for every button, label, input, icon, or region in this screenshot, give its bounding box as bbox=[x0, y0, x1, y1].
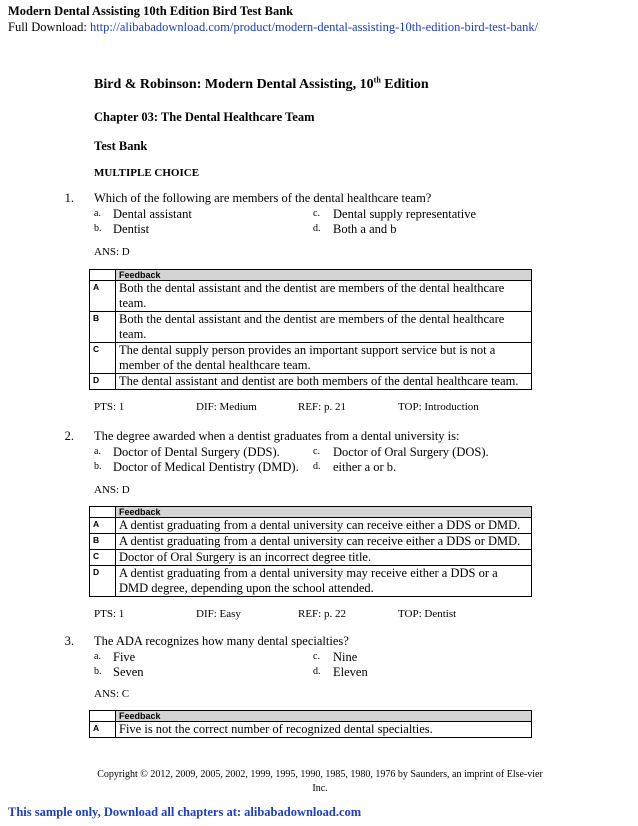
option-text: Doctor of Oral Surgery (DOS). bbox=[333, 445, 489, 459]
topic-label: TOP: Dentist bbox=[398, 608, 457, 620]
chapter-heading: Chapter 03: The Dental Healthcare Team bbox=[94, 110, 315, 124]
option-text: Dentist bbox=[113, 222, 150, 236]
option-letter: b. bbox=[94, 461, 102, 472]
feedback-text: The dental assistant and dentist are both members of the dental healthcare team. bbox=[116, 374, 532, 390]
option-text: either a or b. bbox=[333, 460, 397, 474]
download-link[interactable]: http://alibabadownload.com/product/modern-dental-assisting-10th-edition-bird-test-bank/ bbox=[89, 20, 539, 34]
option-text: Doctor of Dental Surgery (DDS). bbox=[113, 445, 280, 459]
feedback-text: Doctor of Oral Surgery is an incorrect degree title. bbox=[116, 550, 532, 566]
copyright-notice: Copyright © 2012, 2009, 2005, 2002, 1999, 1995, 1990, 1985, 1980, 1976 by Saunders, an imprint of Else-vier Inc. bbox=[97, 769, 543, 794]
feedback-row bbox=[90, 722, 532, 738]
option-letter: c. bbox=[313, 651, 320, 662]
question-number: 1. bbox=[64, 191, 74, 205]
option-text: Doctor of Medical Dentistry (DMD). bbox=[113, 460, 299, 474]
difficulty-label: DIF: Medium bbox=[196, 401, 257, 413]
difficulty-label: DIF: Easy bbox=[196, 608, 241, 620]
question-number: 3. bbox=[64, 634, 74, 648]
feedback-letter: B bbox=[90, 534, 116, 550]
feedback-row bbox=[90, 374, 532, 390]
feedback-text: A dentist graduating from a dental university may receive either a DDS or a DMD degree, depending upon the school attended. bbox=[116, 566, 532, 597]
option-letter: b. bbox=[94, 666, 102, 677]
option-letter: b. bbox=[94, 223, 102, 234]
feedback-text: The dental supply person provides an important support service but is not a member of the dental healthcare team. bbox=[116, 343, 532, 374]
feedback-table bbox=[89, 710, 532, 738]
question-text: The ADA recognizes how many dental specialties? bbox=[94, 634, 349, 648]
option-letter: d. bbox=[313, 666, 321, 677]
option-text: Five bbox=[113, 650, 136, 664]
download-line bbox=[8, 20, 538, 35]
feedback-text: A dentist graduating from a dental university can receive either a DDS or DMD. bbox=[116, 534, 532, 550]
feedback-letter: C bbox=[90, 343, 116, 374]
reference-label: REF: p. 22 bbox=[298, 608, 346, 620]
feedback-letter: A bbox=[90, 281, 116, 312]
feedback-row bbox=[90, 518, 532, 534]
option-text: Both a and b bbox=[333, 222, 397, 236]
question-text: Which of the following are members of the dental healthcare team? bbox=[94, 191, 432, 205]
feedback-row bbox=[90, 534, 532, 550]
question-text: The degree awarded when a dentist graduates from a dental university is: bbox=[94, 429, 460, 443]
option-text: Nine bbox=[333, 650, 358, 664]
header-title: Modern Dental Assisting 10th Edition Bird Test Bank bbox=[8, 4, 294, 18]
feedback-header: Feedback bbox=[116, 711, 532, 722]
feedback-text: A dentist graduating from a dental university can receive either a DDS or DMD. bbox=[116, 518, 532, 534]
feedback-letter: A bbox=[90, 722, 116, 738]
option-text: Dental supply representative bbox=[333, 207, 477, 221]
document-title: Bird & Robinson: Modern Dental Assisting, 10th Edition bbox=[94, 75, 429, 92]
option-letter: d. bbox=[313, 461, 321, 472]
feedback-text: Both the dental assistant and the dentist are members of the dental healthcare team. bbox=[116, 312, 532, 343]
feedback-header: Feedback bbox=[116, 270, 532, 281]
topic-label: TOP: Introduction bbox=[398, 401, 479, 413]
feedback-table bbox=[89, 506, 532, 597]
feedback-row bbox=[90, 343, 532, 374]
option-letter: c. bbox=[313, 208, 320, 219]
section-heading: MULTIPLE CHOICE bbox=[94, 167, 200, 179]
feedback-row bbox=[90, 550, 532, 566]
reference-label: REF: p. 21 bbox=[298, 401, 346, 413]
question-number: 2. bbox=[64, 429, 74, 443]
feedback-row bbox=[90, 281, 532, 312]
feedback-header: Feedback bbox=[116, 507, 532, 518]
test-bank-heading: Test Bank bbox=[94, 139, 148, 153]
feedback-letter: A bbox=[90, 518, 116, 534]
feedback-table bbox=[89, 269, 532, 390]
option-letter: c. bbox=[313, 446, 320, 457]
option-text: Eleven bbox=[333, 665, 368, 679]
points-label: PTS: 1 bbox=[94, 401, 125, 413]
feedback-letter: C bbox=[90, 550, 116, 566]
footer-download-note[interactable]: This sample only, Download all chapters at: alibabadownload.com bbox=[8, 805, 362, 819]
option-letter: d. bbox=[313, 223, 321, 234]
points-label: PTS: 1 bbox=[94, 608, 125, 620]
feedback-letter: D bbox=[90, 566, 116, 597]
option-letter: a. bbox=[94, 208, 101, 219]
option-letter: a. bbox=[94, 446, 101, 457]
feedback-text: Both the dental assistant and the dentist are members of the dental healthcare team. bbox=[116, 281, 532, 312]
feedback-row bbox=[90, 566, 532, 597]
feedback-row bbox=[90, 312, 532, 343]
option-text: Seven bbox=[113, 665, 144, 679]
answer-line: ANS: D bbox=[94, 484, 130, 496]
answer-line: ANS: D bbox=[94, 246, 130, 258]
feedback-letter: B bbox=[90, 312, 116, 343]
feedback-letter: D bbox=[90, 374, 116, 390]
option-letter: a. bbox=[94, 651, 101, 662]
option-text: Dental assistant bbox=[113, 207, 192, 221]
feedback-text: Five is not the correct number of recognized dental specialties. bbox=[116, 722, 532, 738]
download-label: Full Download: bbox=[8, 20, 90, 34]
answer-line: ANS: C bbox=[94, 688, 130, 700]
